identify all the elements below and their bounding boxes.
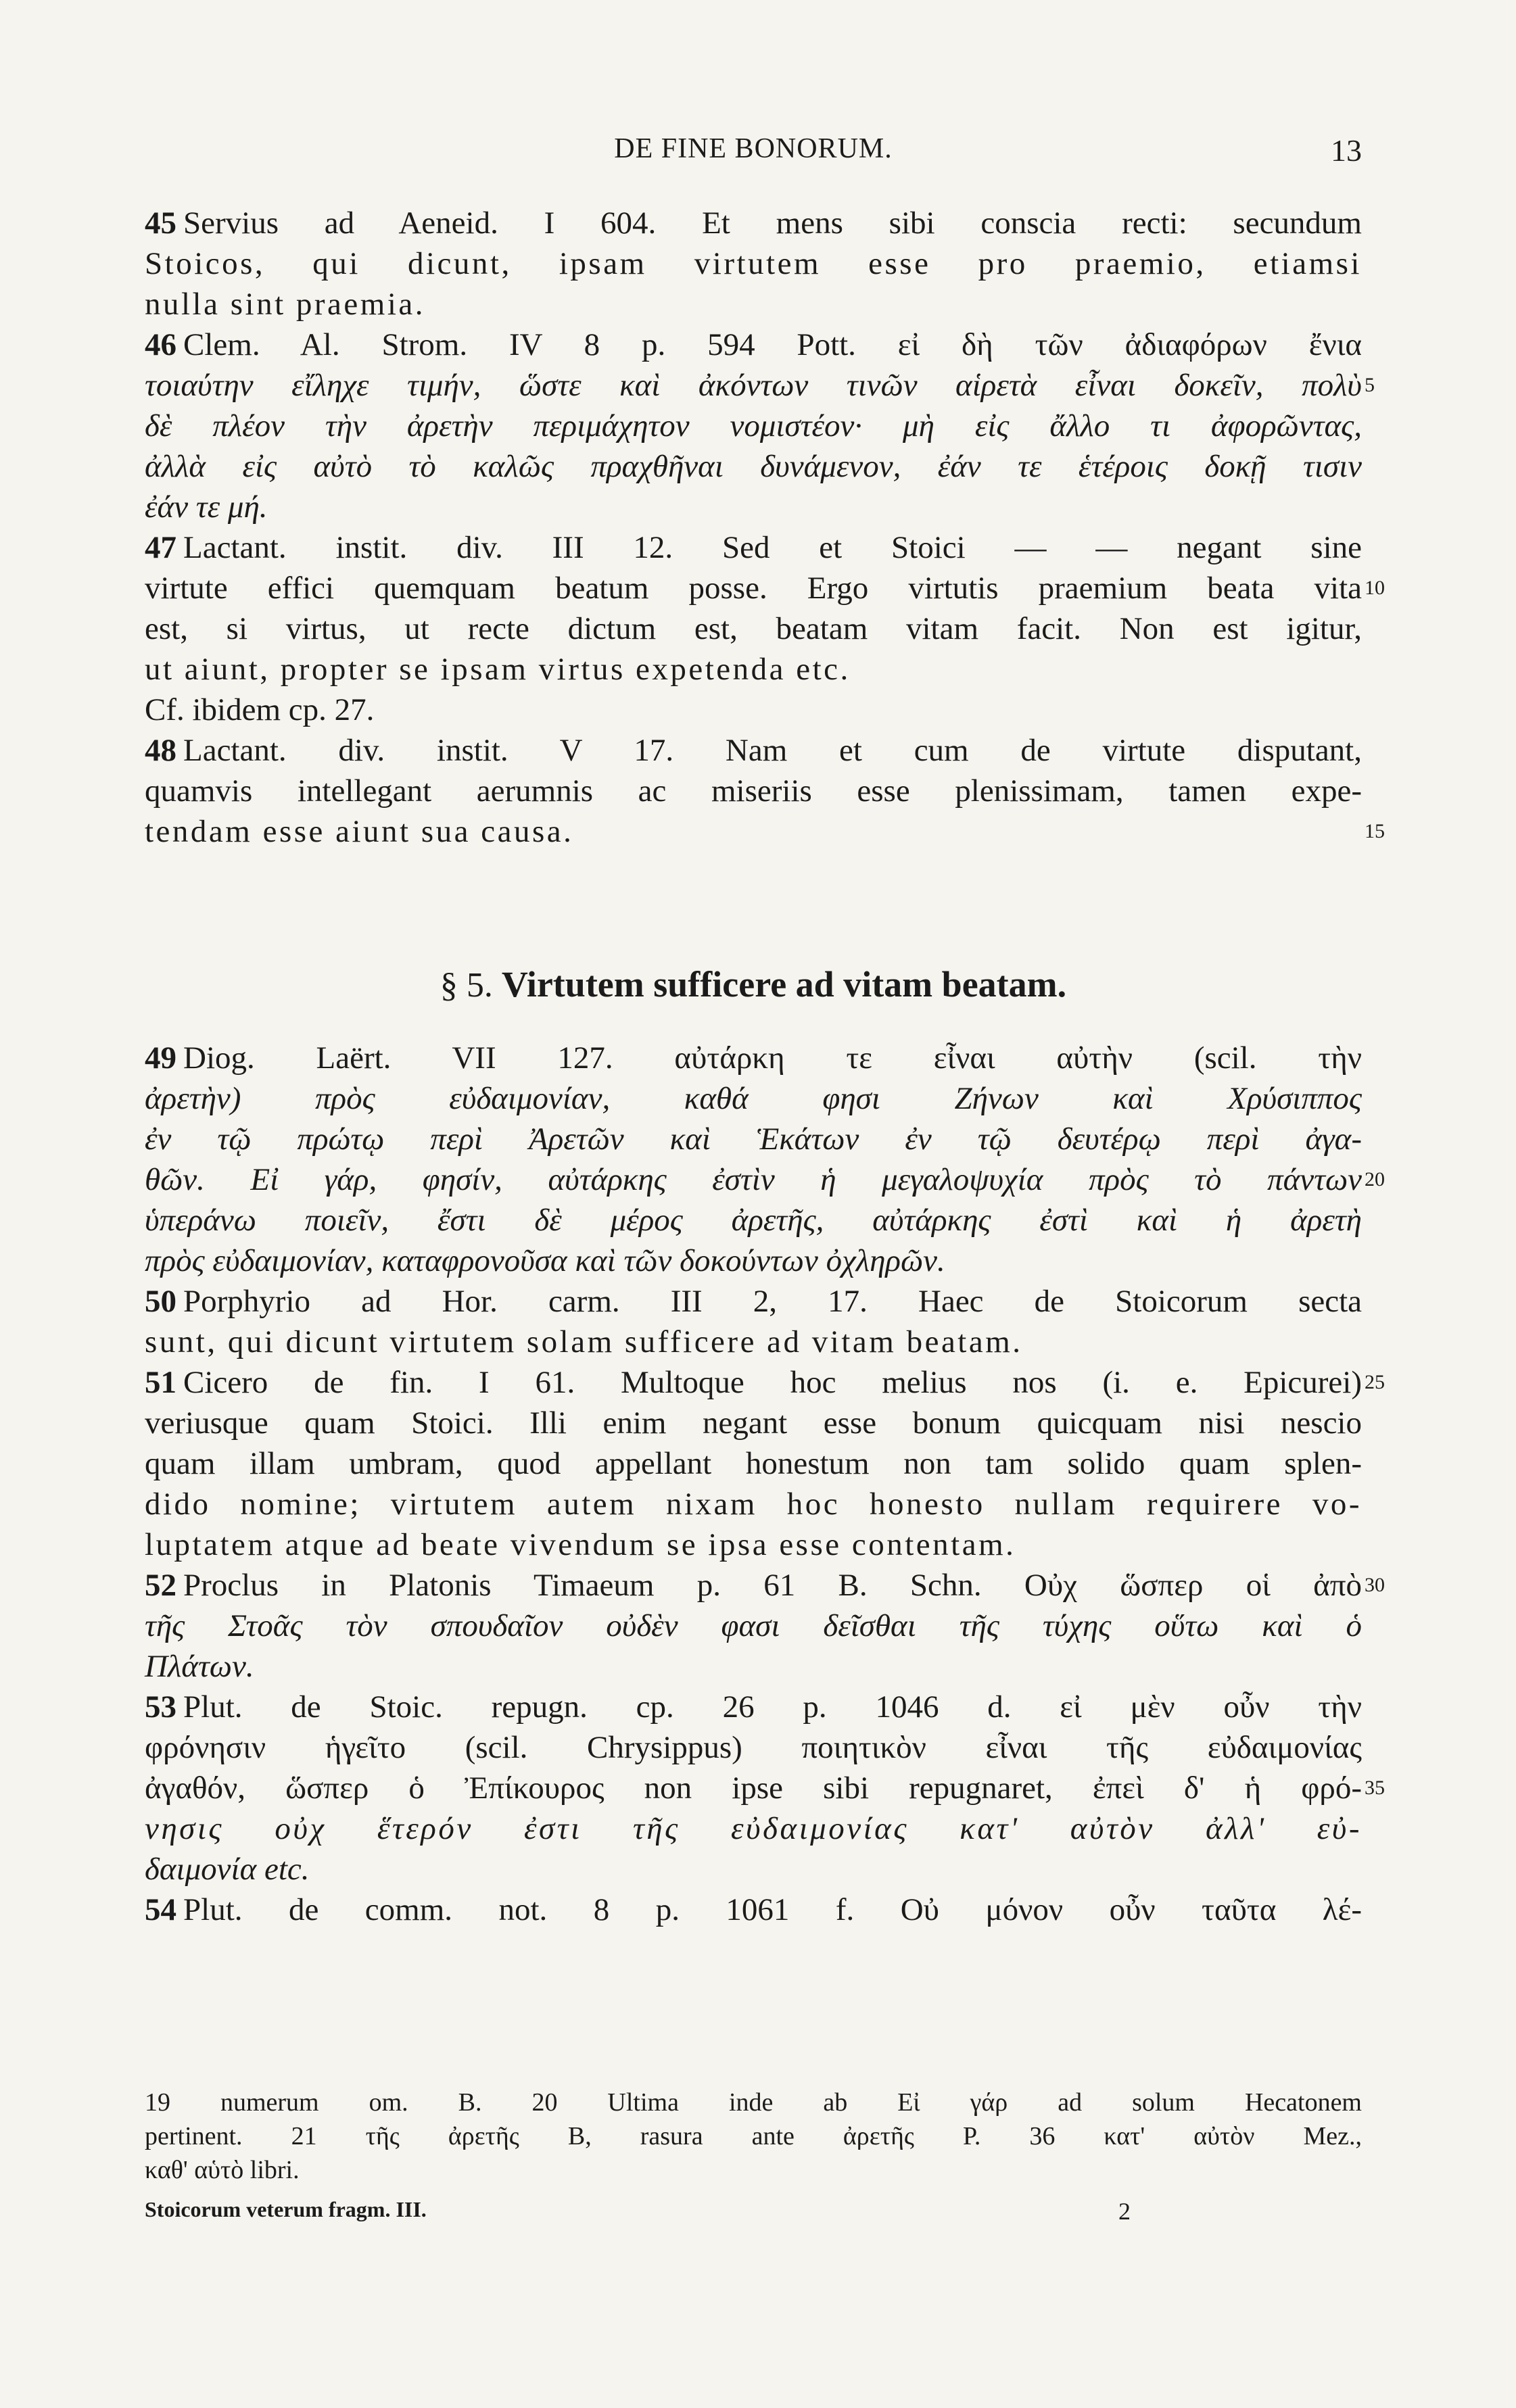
- text-line: θῶν. Εἰ γάρ, φησίν, αὐτάρκης ἐστὶν ἡ μεγαλοψυχία πρὸς τὸ πάντων: [145, 1162, 1362, 1197]
- text-line: φρόνησιν ἡγεῖτο (scil. Chrysippus) ποιητικὸν εἶναι τῆς εὐδαιμονίας: [145, 1730, 1362, 1765]
- text-line: Cf. ibidem cp. 27.: [145, 692, 375, 727]
- text-line: 53 Plut. de Stoic. repugn. cp. 26 p. 1046 d. εἰ μὲν οὖν τὴν: [145, 1689, 1362, 1725]
- text-line: tendam esse aiunt sua causa.: [145, 814, 574, 849]
- text-line: nulla sint praemia.: [145, 287, 425, 322]
- text-line: 48 Lactant. div. instit. V 17. Nam et cum de virtute disputant,: [145, 733, 1362, 768]
- text-line: 49 Diog. Laërt. VII 127. αὐτάρκη τε εἶναι αὐτὴν (scil. τὴν: [145, 1040, 1362, 1076]
- line-number: 25: [1365, 1371, 1385, 1393]
- signature-mark: 2: [1118, 2198, 1131, 2225]
- line-number: 10: [1365, 577, 1385, 599]
- line-number: 5: [1365, 374, 1375, 396]
- entry-number: 52: [145, 1568, 176, 1603]
- text-line: τοιαύτην εἴληχε τιμήν, ὥστε καὶ ἀκόντων τινῶν αἱρετὰ εἶναι δοκεῖν, πολὺ: [145, 368, 1362, 403]
- footnote-line: 19 numerum om. B. 20 Ultima inde ab Εἰ γάρ ad solum Hecatonem: [145, 2088, 1362, 2117]
- line-number: 20: [1365, 1168, 1385, 1190]
- text-line: 46 Clem. Al. Strom. IV 8 p. 594 Pott. εἰ δὴ τῶν ἀδιαφόρων ἔνια: [145, 327, 1362, 362]
- line-number: 30: [1365, 1574, 1385, 1596]
- entry-number: 47: [145, 530, 176, 565]
- text-line: 51 Cicero de fin. I 61. Multoque hoc melius nos (i. e. Epicurei): [145, 1365, 1362, 1400]
- text-line: πρὸς εὐδαιμονίαν, καταφρονοῦσα καὶ τῶν δοκούντων ὀχληρῶν.: [145, 1243, 945, 1278]
- entry-number: 53: [145, 1689, 176, 1725]
- text-line: 45 Servius ad Aeneid. I 604. Et mens sibi conscia recti: secundum: [145, 206, 1362, 241]
- page-footer: [145, 2197, 1362, 2225]
- footnote-line: pertinent. 21 τῆς ἀρετῆς B, rasura ante ἀρετῆς P. 36 κατ' αὐτὸν Mez.,: [145, 2122, 1362, 2150]
- line-number: 35: [1365, 1777, 1385, 1799]
- text-line: 50 Porphyrio ad Hor. carm. III 2, 17. Haec de Stoicorum secta: [145, 1284, 1362, 1319]
- text-line: ἐν τῷ πρώτῳ περὶ Ἀρετῶν καὶ Ἑκάτων ἐν τῷ δευτέρῳ περὶ ἀγα-: [145, 1122, 1362, 1157]
- footer-title: Stoicorum veterum fragm. III.: [145, 2197, 427, 2221]
- text-line: ἀλλὰ εἰς αὐτὸ τὸ καλῶς πραχθῆναι δυνάμενον, ἐάν τε ἑτέροις δοκῇ τισιν: [145, 449, 1362, 484]
- running-title: DE FINE BONORUM.: [614, 133, 893, 164]
- text-line: quamvis intellegant aerumnis ac miseriis esse plenissimam, tamen expe-: [145, 773, 1362, 809]
- text-line: Stoicos, qui dicunt, ipsam virtutem esse pro praemio, etiamsi: [145, 246, 1362, 281]
- entry-number: 46: [145, 327, 176, 362]
- page-header: [145, 133, 1362, 173]
- page-number: 13: [1331, 133, 1362, 168]
- text-line: 47 Lactant. instit. div. III 12. Sed et Stoici — — negant sine: [145, 530, 1362, 565]
- text-line: sunt, qui dicunt virtutem solam sufficere ad vitam beatam.: [145, 1324, 1023, 1359]
- text-line: 54 Plut. de comm. not. 8 p. 1061 f. Οὐ μόνον οὖν ταῦτα λέ-: [145, 1892, 1362, 1927]
- text-line: ut aiunt, propter se ipsam virtus expetenda etc.: [145, 652, 851, 687]
- text-line: τῆς Στοᾶς τὸν σπουδαῖον οὐδὲν φασι δεῖσθαι τῆς τύχης οὕτω καὶ ὁ: [145, 1608, 1362, 1643]
- text-line: 52 Proclus in Platonis Timaeum p. 61 B. Schn. Οὐχ ὥσπερ οἱ ἀπὸ: [145, 1568, 1362, 1603]
- entry-number: 48: [145, 733, 176, 768]
- text-line: est, si virtus, ut recte dictum est, beatam vitam facit. Non est igitur,: [145, 611, 1362, 646]
- text-line: luptatem atque ad beate vivendum se ipsa esse contentam.: [145, 1527, 1016, 1562]
- text-line: ἀρετὴν) πρὸς εὐδαιμονίαν, καθά φησι Ζήνων καὶ Χρύσιππος: [145, 1081, 1362, 1116]
- text-line: ἀγαθόν, ὥσπερ ὁ Ἐπίκουρος non ipse sibi repugnaret, ἐπεὶ δ' ἡ φρό-: [145, 1771, 1362, 1806]
- section-label: § 5.: [440, 966, 493, 1005]
- text-line: ὑπεράνω ποιεῖν, ἔστι δὲ μέρος ἀρετῆς, αὐτάρκης ἐστὶ καὶ ἡ ἀρετὴ: [145, 1203, 1362, 1238]
- entry-number: 54: [145, 1892, 176, 1927]
- section-title: Virtutem sufficere ad vitam beatam.: [501, 964, 1067, 1005]
- entry-number: 49: [145, 1040, 176, 1076]
- text-line: νησις οὐχ ἕτερόν ἐστι τῆς εὐδαιμονίας κατ' αὐτὸν ἀλλ' εὐ-: [145, 1811, 1362, 1846]
- text-line: virtute effici quemquam beatum posse. Ergo virtutis praemium beata vita: [145, 571, 1362, 606]
- section-heading: [145, 963, 1362, 1005]
- line-number: 15: [1365, 820, 1385, 842]
- text-line: δαιμονία etc.: [145, 1852, 310, 1887]
- text-line: quam illam umbram, quod appellant honestum non tam solido quam splen-: [145, 1446, 1362, 1481]
- entry-number: 45: [145, 206, 176, 241]
- entry-number: 51: [145, 1365, 176, 1400]
- entry-number: 50: [145, 1284, 176, 1319]
- text-line: veriusque quam Stoici. Illi enim negant esse bonum quicquam nisi nescio: [145, 1405, 1362, 1441]
- text-line: Πλάτων.: [145, 1649, 254, 1684]
- footnote-line: καθ' αὑτὸ libri.: [145, 2156, 300, 2184]
- text-line: dido nomine; virtutem autem nixam hoc honesto nullam requirere vo-: [145, 1487, 1362, 1522]
- text-line: δὲ πλέον τὴν ἀρετὴν περιμάχητον νομιστέον· μὴ εἰς ἄλλο τι ἀφορῶντας,: [145, 408, 1362, 443]
- text-line: ἐάν τε μή.: [145, 489, 268, 525]
